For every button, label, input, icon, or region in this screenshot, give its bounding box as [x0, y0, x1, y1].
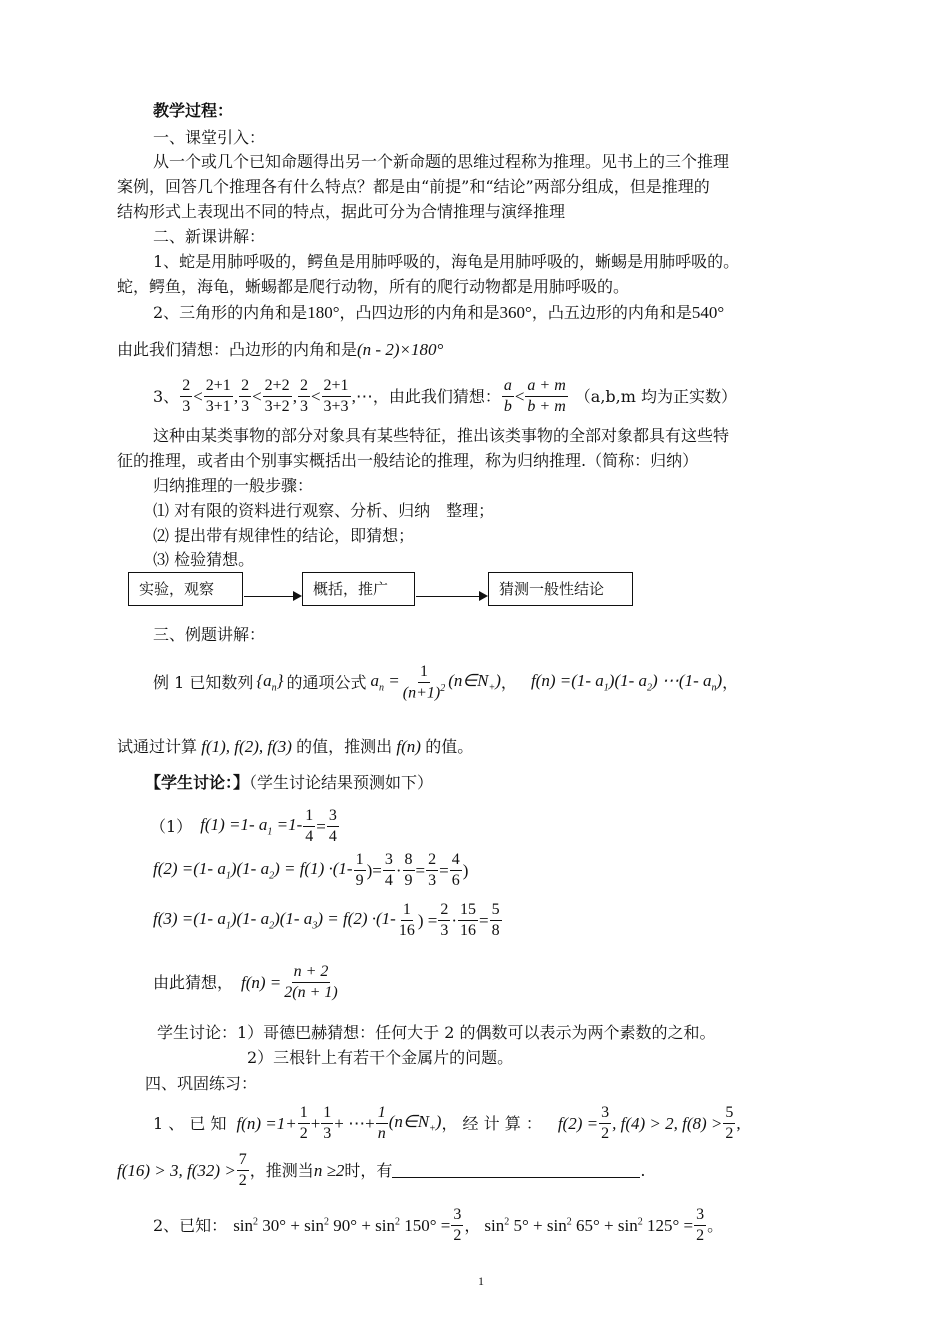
guess-line: 由此猜想， f(n) = $\frac{n + 2}{2(n + 1)}$	[153, 963, 338, 1001]
example-1-line-1: 1、蛇是用肺呼吸的，鳄鱼是用肺呼吸的，海龟是用肺呼吸的，蜥蜴是用肺呼吸的。	[153, 252, 740, 271]
example-2-value-1: 180°	[307, 303, 340, 322]
example-2-value-3: 540°	[691, 303, 725, 322]
example-1-line-2: 试通过计算 f(1), f(2), f(3) 的值，推测出 f(n) 的值。	[117, 737, 474, 756]
example-1-line-2: 蛇，鳄鱼，海龟，蜥蜴都是爬行动物，所有的爬行动物都是用肺呼吸的。	[117, 277, 630, 296]
example-2-guess-text: 由此我们猜想：凸边形的内角和是	[117, 340, 358, 359]
section-heading: 教学过程：	[153, 101, 234, 120]
discussion-label: 【学生讨论：】	[145, 773, 250, 792]
flow-box-generalize: 概括，推广	[302, 572, 415, 606]
practice-1-line-2: f(16) > 3, f(32) > $\frac{7}{2}$ ，推测当 n ≥2 时，有 .	[117, 1151, 646, 1189]
example-3-suffix: （a,b,m 均为正实数）	[574, 386, 737, 406]
example-3-prefix: 3、	[153, 386, 180, 406]
example-3-line: 3、 $\frac{2}{3}$ < $\frac{2+1}{3+1}$ , $\frac{2}{3}$ < $\frac{2+2}{3+2}$ , $\frac{2}{3}$ < $\frac{2+1}{3+3}$ ,⋯ ，由此我们猜想： $\frac{a}{b}$ < $\frac{a + m}{b + m}$ （a,b,m 均为正实数）	[153, 377, 737, 415]
page-number: 1	[478, 1274, 484, 1288]
flow-box-observe: 实验，观察	[128, 572, 243, 606]
example-1-l2-b: 的值，推测出	[296, 737, 393, 756]
discussion-title	[145, 775, 433, 791]
example-2-formula: (n - 2)×180°	[357, 340, 444, 359]
example-2-line-1	[153, 304, 724, 321]
example-2-text-c: ，凸五边形的内角和是	[531, 303, 692, 322]
step-2: ⑵ 提出带有规律性的结论，即猜想；	[153, 526, 415, 545]
example-1-text-b: 的通项公式	[286, 672, 367, 692]
step-1: ⑴ 对有限的资料进行观察、分析、归纳 整理；	[153, 501, 495, 520]
steps-title: 归纳推理的一般步骤：	[153, 476, 314, 495]
section-3-title: 三、例题讲解：	[153, 625, 266, 644]
intro-line-1: 从一个或几个已知命题得出另一个新命题的思维过程称为推理。见书上的三个推理	[153, 152, 730, 171]
practice-1-line-1: 1 、 已 知 f(n) =1+ $\frac{1}{2}$ + $\frac{1}{3}$ + ⋯+ $\frac{1}{n}$ $(n\in N_+)$ ， 经 计 算 ： f(2) = $\frac{3}{2}$ , f(4) > 2, f(8) > $\frac{5}{2}$ ,	[153, 1104, 741, 1142]
calc-f1: （1） f(1) =1- $a_1 =1-$ $\frac{1}{4}$ = $\frac{3}{4}$	[150, 807, 337, 845]
section-2-title: 二、新课讲解：	[153, 227, 266, 246]
practice-1-text-a: 1 、 已 知	[153, 1113, 227, 1133]
example-1-text-a: 例 1 已知数列	[153, 672, 254, 692]
discussion-2-line-2: 2）三根针上有若干个金属片的问题。	[247, 1048, 514, 1067]
flow-arrow-2	[416, 596, 486, 597]
practice-2-text-a: 2、已知：	[153, 1215, 228, 1235]
example-problem-1: 例 1 已知数列 $\{a_n\}$ 的通项公式 $a_n$ = $\frac{1}{(n+1)^2}$ $(n\in N_+)$ ， f(n) =(1- $a_1)(1-$ $a_2$) ⋯(1- $a_n$) ，	[153, 663, 739, 702]
example-2-value-2: 360°	[499, 303, 532, 322]
calc-1-label: （1）	[150, 816, 193, 836]
intro-line-3: 结构形式上表现出不同的特点，据此可分为合情推理与演绎推理	[117, 202, 566, 221]
guess-label: 由此猜想，	[153, 972, 234, 992]
practice-1-l2-b: ，推测当	[249, 1160, 314, 1180]
flow-arrow-1	[244, 596, 300, 597]
intro-line-2: 案例，回答几个推理各有什么特点？都是由“前提”和“结论”两部分组成，但是推理的	[117, 177, 710, 196]
answer-blank[interactable]	[392, 1163, 640, 1178]
example-2-text-a: 2、三角形的内角和是	[153, 303, 308, 322]
calc-f2: f(2) =(1- $a_1)(1-$ $a_2) = f(1) \cdot(1-$ $\frac{1}{9}$ )= $\frac{3}{4}$ · $\frac{8}{9}$ = $\frac{2}{3}$ = $\frac{4}{6}$ )	[153, 851, 469, 889]
practice-2-line: 2、已知： $\sin^2 30^\circ + \sin^2 90^\circ + \sin^2 150^\circ$ = $\frac{3}{2}$ ， $\sin^2 5^\circ + \sin^2 65^\circ + \sin^2 125^\circ$ = $\frac{3}{2}$ 。	[153, 1206, 724, 1244]
example-1-l2-a: 试通过计算	[117, 737, 198, 756]
flow-box-conjecture: 猜测一般性结论	[488, 572, 633, 606]
induction-line-2: 征的推理，或者由个别事实概括出一般结论的推理，称为归纳推理.（简称：归纳）	[117, 451, 699, 470]
practice-1-l2-c: 时，有	[344, 1160, 393, 1180]
calc-f3: f(3) =(1- $a_1)(1-$ $a_2)(1-$ $a_3) = f(2) \cdot(1-$ $\frac{1}{16}$ ) = $\frac{2}{3}$ · $\frac{15}{16}$ = $\frac{5}{8}$	[153, 901, 500, 939]
induction-line-1: 这种由某类事物的部分对象具有某些特征，推出该类事物的全部对象都具有这些特	[153, 426, 730, 445]
example-2-text-b: ，凸四边形的内角和是	[339, 303, 500, 322]
example-1-l2-c: 的值。	[425, 737, 474, 756]
example-1-text-c: ，	[500, 672, 517, 692]
discussion-2-line-1: 学生讨论：1）哥德巴赫猜想：任何大于 2 的偶数可以表示为两个素数的之和。	[157, 1023, 716, 1042]
practice-1-text-b: ， 经 计 算 ：	[441, 1113, 542, 1133]
section-4-title: 四、巩固练习：	[145, 1074, 258, 1093]
section-1-title: 一、课堂引入：	[153, 128, 266, 147]
example-3-mid: ，由此我们猜想：	[372, 386, 501, 406]
step-3: ⑶ 检验猜想。	[153, 550, 255, 569]
discussion-note: （学生讨论结果预测如下）	[249, 773, 434, 792]
example-2-line-2	[117, 341, 443, 358]
